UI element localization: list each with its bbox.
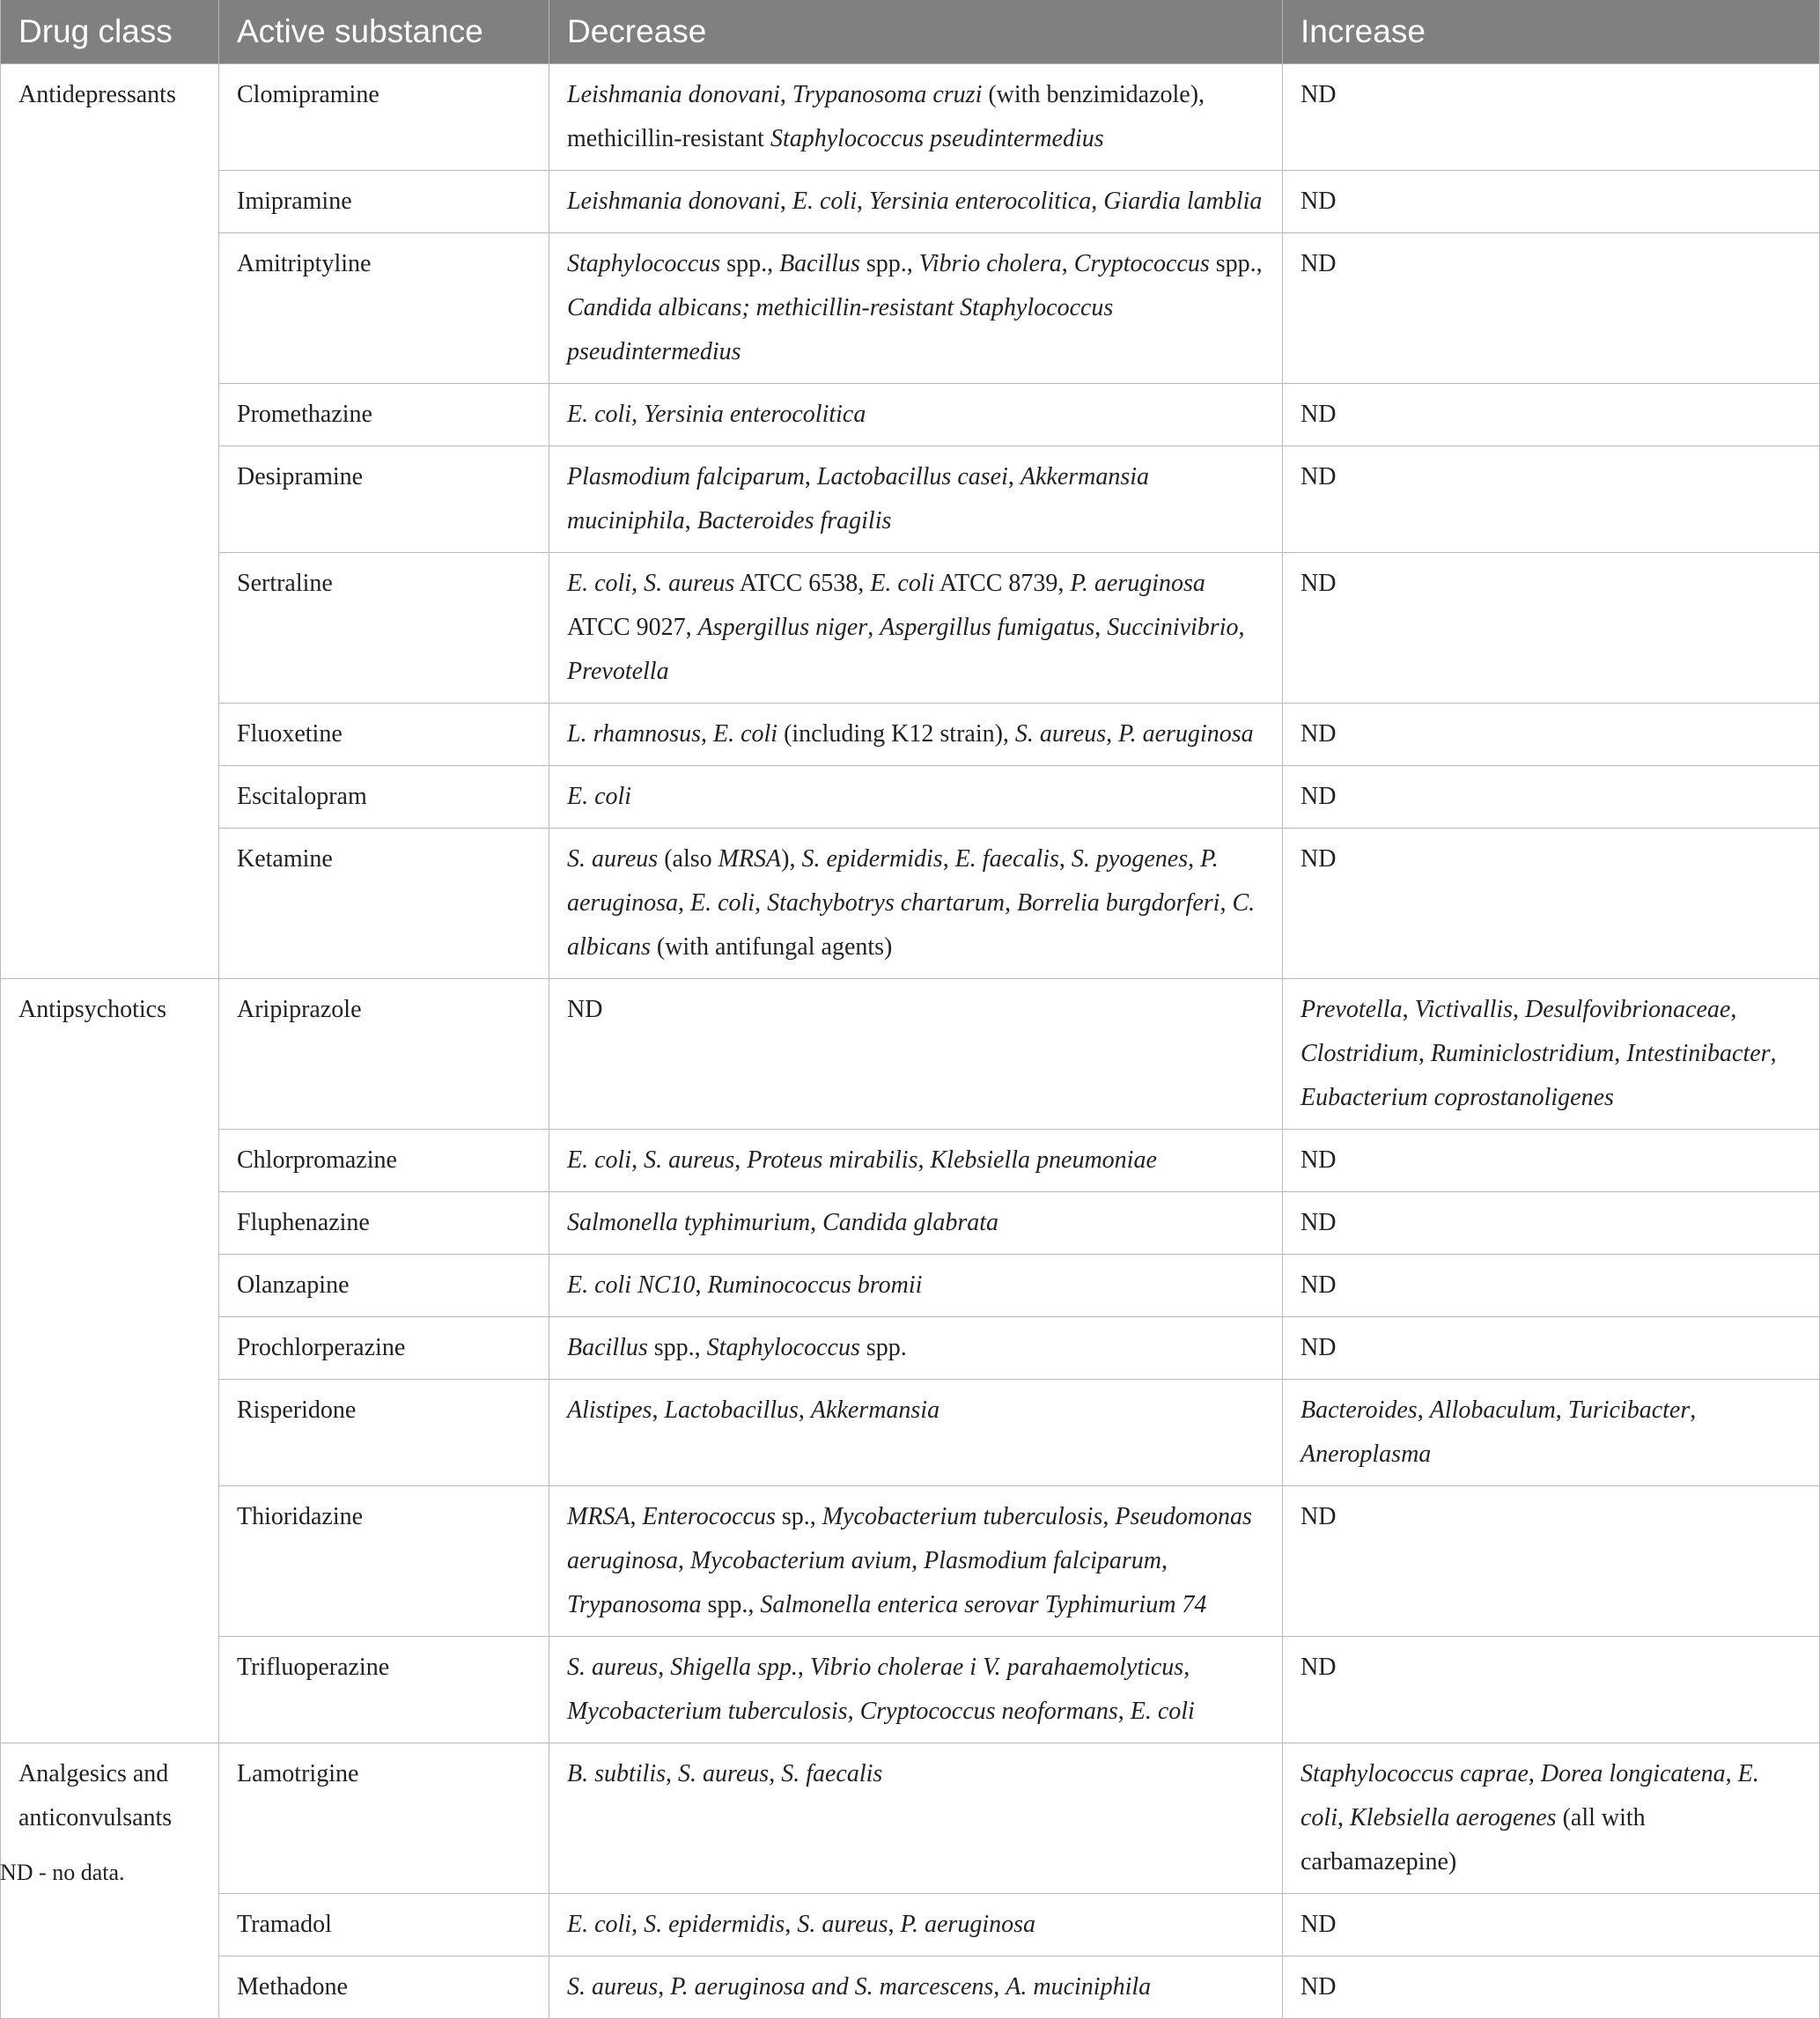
decrease-text-segment: E. coli (870, 570, 935, 597)
increase-cell (1283, 1894, 1820, 1956)
decrease-text-segment: spp., (647, 1334, 707, 1361)
table-header-row (1, 0, 1820, 64)
decrease-text-segment: Succinivibrio (1107, 614, 1239, 641)
drug-class-cell: Antipsychotics (1, 979, 219, 1743)
active-substance-cell: Fluphenazine (219, 1192, 549, 1255)
decrease-text-segment: , (785, 1911, 798, 1938)
decrease-cell (549, 1192, 1283, 1255)
table-row (1, 1317, 1820, 1380)
decrease-text-segment: , (1058, 845, 1072, 873)
active-substance-cell: Prochlorperazine (219, 1317, 549, 1380)
table-row (1, 1486, 1820, 1637)
decrease-text-segment: Mycobacterium tuberculosis (822, 1503, 1103, 1530)
decrease-text-segment: (with benzimidazole), methicillin-resistant (567, 81, 1205, 152)
decrease-text-segment: S. aureus (567, 1973, 659, 2001)
active-substance-cell: Thioridazine (219, 1486, 549, 1637)
increase-text-segment: ND (1301, 1503, 1337, 1530)
decrease-text-segment: Pseudomonas aeruginosa (567, 1503, 1252, 1574)
decrease-text-segment: Trypanosoma cruzi (792, 81, 983, 108)
decrease-text-segment: ), (781, 845, 802, 873)
increase-text-segment: , (1402, 996, 1415, 1023)
decrease-text-segment: , (1117, 1698, 1131, 1725)
increase-cell (1283, 1743, 1820, 1894)
active-substance-cell: Tramadol (219, 1894, 549, 1956)
decrease-text-segment: P. aeruginosa (567, 845, 1219, 917)
increase-text-segment: Desulfovibrionaceae (1525, 996, 1731, 1023)
increase-text-segment: ND (1301, 1209, 1337, 1236)
decrease-text-segment: (with antifungal agents) (650, 933, 893, 961)
increase-text-segment: Eubacterium coprostanoligenes (1301, 1084, 1614, 1111)
decrease-text-segment: Lactobacillus (664, 1396, 799, 1424)
decrease-text-segment: spp. (859, 1334, 907, 1361)
decrease-text-segment: Plasmodium falciparum (924, 1547, 1162, 1574)
increase-cell (1283, 829, 1820, 979)
increase-text-segment: ND (1301, 250, 1337, 277)
decrease-text-segment: , (867, 614, 881, 641)
increase-text-segment: Victivallis (1414, 996, 1514, 1023)
increase-text-segment: ND (1301, 1911, 1337, 1938)
decrease-text-segment: , (779, 188, 792, 215)
decrease-text-segment: S. faecalis (781, 1760, 883, 1787)
decrease-text-segment: E. coli (567, 1911, 632, 1938)
increase-text-segment: , (1770, 1040, 1777, 1067)
decrease-cell (549, 829, 1283, 979)
decrease-text-segment: , (652, 1396, 665, 1424)
decrease-text-segment: Aspergillus fumigatus (880, 614, 1095, 641)
decrease-cell (549, 1317, 1283, 1380)
decrease-text-segment: A. muciniphila (1006, 1973, 1152, 2001)
increase-text-segment: , (1513, 996, 1526, 1023)
active-substance-cell: Ketamine (219, 829, 549, 979)
increase-cell (1283, 384, 1820, 446)
decrease-text-segment: C. albicans (567, 889, 1256, 961)
decrease-text-segment: S. aureus (797, 1911, 888, 1938)
active-substance-cell: Olanzapine (219, 1255, 549, 1317)
decrease-text-segment: Shigella spp. (670, 1654, 798, 1681)
decrease-text-segment: Trypanosoma (567, 1591, 702, 1618)
decrease-text-segment: , (1219, 889, 1233, 917)
increase-text-segment: Dorea longicatena (1540, 1760, 1726, 1787)
decrease-text-segment: , (1102, 1503, 1116, 1530)
active-substance-cell: Risperidone (219, 1380, 549, 1486)
increase-cell (1283, 233, 1820, 384)
decrease-text-segment: spp., (720, 250, 780, 277)
increase-text-segment: ND (1301, 1146, 1337, 1174)
table-row (1, 446, 1820, 553)
decrease-text-segment: spp., (859, 250, 919, 277)
active-substance-cell: Lamotrigine (219, 1743, 549, 1894)
decrease-text-segment: Yersinia enterocolitica (644, 401, 866, 428)
increase-text-segment: Staphylococcus caprae (1301, 1760, 1529, 1787)
decrease-text-segment: P. aeruginosa (1070, 570, 1205, 597)
decrease-text-segment: , (798, 1396, 811, 1424)
decrease-text-segment: Salmonella typhimurium (567, 1209, 811, 1236)
decrease-text-segment: sp., (775, 1503, 822, 1530)
decrease-text-segment: Staphylococcus (706, 1334, 860, 1361)
increase-text-segment: , (1614, 1040, 1627, 1067)
decrease-text-segment: Lactobacillus casei (816, 463, 1008, 490)
decrease-text-segment: Cryptococcus neoformans (859, 1698, 1118, 1725)
table-row (1, 829, 1820, 979)
decrease-text-segment: , (810, 1209, 823, 1236)
table-row (1, 233, 1820, 384)
decrease-text-segment: MRSA (567, 1503, 630, 1530)
decrease-text-segment: , (1183, 1654, 1190, 1681)
increase-text-segment: ND (1301, 845, 1337, 873)
decrease-text-segment: Akkermansia muciniphila (567, 463, 1150, 534)
decrease-cell (549, 1380, 1283, 1486)
decrease-text-segment: , (678, 1547, 690, 1574)
increase-text-segment: , (1690, 1396, 1697, 1424)
decrease-text-segment: E. coli NC10 (567, 1271, 696, 1299)
drug-class-cell: Analgesics and anticonvulsants (1, 1743, 219, 2019)
decrease-text-segment: , (734, 1146, 748, 1174)
decrease-cell (549, 1637, 1283, 1743)
active-substance-cell: Escitalopram (219, 766, 549, 829)
increase-cell (1283, 1317, 1820, 1380)
increase-cell (1283, 64, 1820, 171)
decrease-text-segment: , (1094, 614, 1108, 641)
decrease-text-segment: , (1091, 188, 1104, 215)
table-row (1, 704, 1820, 766)
decrease-text-segment: , (797, 1654, 810, 1681)
increase-text-segment: , (1528, 1760, 1541, 1787)
decrease-text-segment: Staphylococcus (567, 250, 721, 277)
decrease-text-segment: Alistipes (567, 1396, 652, 1424)
decrease-text-segment: Vibrio cholera (918, 250, 1062, 277)
decrease-text-segment: , (888, 1911, 901, 1938)
decrease-text-segment: Enterococcus (642, 1503, 776, 1530)
increase-cell (1283, 1255, 1820, 1317)
increase-cell (1283, 553, 1820, 704)
decrease-text-segment: , (847, 1698, 860, 1725)
decrease-text-segment: , (630, 1503, 643, 1530)
decrease-cell (549, 1956, 1283, 2019)
decrease-text-segment: spp., (701, 1591, 761, 1618)
drug-class-cell: Antidepressants (1, 64, 219, 979)
decrease-text-segment: Vibrio cholerae i V. parahaemolyticus (809, 1654, 1184, 1681)
increase-cell (1283, 704, 1820, 766)
increase-text-segment: , (1418, 1040, 1431, 1067)
table-body (1, 64, 1820, 2019)
decrease-text-segment: , (917, 1146, 931, 1174)
decrease-text-segment: , (942, 845, 955, 873)
decrease-text-segment: , (631, 1146, 645, 1174)
decrease-text-segment: E. coli (792, 188, 857, 215)
increase-text-segment: Turicibacter (1567, 1396, 1691, 1424)
decrease-text-segment: Candida glabrata (822, 1209, 999, 1236)
decrease-text-segment: , (684, 507, 697, 534)
decrease-text-segment: , (804, 463, 817, 490)
increase-text-segment: ND (1301, 783, 1337, 810)
decrease-text-segment: S. aureus (644, 1146, 735, 1174)
decrease-text-segment: S. aureus (644, 570, 735, 597)
decrease-cell (549, 553, 1283, 704)
decrease-text-segment: Leishmania donovani (567, 188, 780, 215)
header-decrease: Decrease (549, 0, 1283, 64)
decrease-text-segment: ATCC 9027, (567, 614, 698, 641)
header-active-substance: Active substance (219, 0, 549, 64)
increase-text-segment: , (1417, 1396, 1430, 1424)
decrease-text-segment: Proteus mirabilis (747, 1146, 918, 1174)
decrease-text-segment: , (911, 1547, 925, 1574)
increase-text-segment: Intestinibacter (1626, 1040, 1771, 1067)
decrease-text-segment: , (631, 401, 645, 428)
decrease-cell (549, 1255, 1283, 1317)
increase-text-segment: E. coli (1301, 1760, 1759, 1831)
decrease-text-segment: ATCC 6538, (734, 570, 871, 597)
decrease-cell (549, 1743, 1283, 1894)
table-row (1, 1192, 1820, 1255)
increase-text-segment: , (1337, 1804, 1350, 1831)
decrease-text-segment: , (769, 1760, 782, 1787)
increase-text-segment: Aneroplasma (1301, 1441, 1432, 1468)
table-row (1, 64, 1820, 171)
active-substance-cell: Trifluoperazine (219, 1637, 549, 1743)
decrease-text-segment: (including K12 strain), (777, 720, 1015, 748)
decrease-text-segment: , (666, 1760, 679, 1787)
increase-text-segment: ND (1301, 1973, 1337, 2001)
active-substance-cell: Desipramine (219, 446, 549, 553)
table-row (1, 1956, 1820, 2019)
increase-text-segment: ND (1301, 720, 1337, 748)
decrease-text-segment: , (695, 1271, 708, 1299)
decrease-text-segment: E. coli (567, 570, 632, 597)
increase-text-segment: Bacteroides (1301, 1396, 1418, 1424)
increase-cell (1283, 1956, 1820, 2019)
increase-cell (1283, 1130, 1820, 1192)
decrease-text-segment: Giardia lamblia (1103, 188, 1263, 215)
increase-text-segment: ND (1301, 570, 1337, 597)
increase-text-segment: , (1725, 1760, 1738, 1787)
decrease-text-segment: , (993, 1973, 1006, 2001)
table-row (1, 384, 1820, 446)
increase-cell (1283, 979, 1820, 1130)
increase-text-segment: Clostridium (1301, 1040, 1418, 1067)
decrease-text-segment: Staphylococcus pseudintermedius (770, 125, 1104, 152)
decrease-text-segment: Akkermansia (810, 1396, 940, 1424)
decrease-text-segment: , (631, 1911, 645, 1938)
increase-cell (1283, 1486, 1820, 1637)
decrease-text-segment: , (1238, 614, 1245, 641)
decrease-text-segment: , (658, 1654, 671, 1681)
decrease-cell (549, 171, 1283, 233)
table-row (1, 766, 1820, 829)
decrease-cell (549, 1894, 1283, 1956)
decrease-cell (549, 704, 1283, 766)
increase-text-segment: , (1555, 1396, 1568, 1424)
decrease-cell (549, 766, 1283, 829)
increase-text-segment: Ruminiclostridium (1430, 1040, 1615, 1067)
decrease-text-segment: S. epidermidis (644, 1911, 785, 1938)
decrease-text-segment: P. aeruginosa (900, 1911, 1035, 1938)
decrease-text-segment: Plasmodium falciparum (567, 463, 805, 490)
decrease-text-segment: E. coli (1130, 1698, 1195, 1725)
decrease-text-segment: Cryptococcus (1073, 250, 1210, 277)
active-substance-cell: Fluoxetine (219, 704, 549, 766)
decrease-text-segment: MRSA (718, 845, 782, 873)
decrease-text-segment: S. epidermidis (801, 845, 943, 873)
active-substance-cell: Clomipramine (219, 64, 549, 171)
decrease-cell (549, 233, 1283, 384)
increase-text-segment: ND (1301, 463, 1337, 490)
decrease-text-segment: Borrelia burgdorferi (1016, 889, 1220, 917)
table-row (1, 979, 1820, 1130)
active-substance-cell: Promethazine (219, 384, 549, 446)
decrease-cell (549, 1130, 1283, 1192)
table-row (1, 1637, 1820, 1743)
table-row (1, 171, 1820, 233)
increase-text-segment: , (1730, 996, 1737, 1023)
decrease-text-segment: E. coli (712, 720, 778, 748)
decrease-text-segment: Leishmania donovani (567, 81, 780, 108)
decrease-text-segment: , (1161, 1547, 1168, 1574)
active-substance-cell: Sertraline (219, 553, 549, 704)
decrease-text-segment: S. aureus (678, 1760, 770, 1787)
decrease-text-segment: P. aeruginosa and S. marcescens (670, 1973, 994, 2001)
increase-text-segment: ND (1301, 1654, 1337, 1681)
decrease-text-segment: , (1061, 250, 1074, 277)
decrease-text-segment: Salmonella enterica serovar Typhimurium 74 (760, 1591, 1207, 1618)
increase-text-segment: ND (1301, 1334, 1337, 1361)
decrease-text-segment: , (1007, 463, 1021, 490)
decrease-text-segment: , (700, 720, 713, 748)
decrease-text-segment: S. aureus (1014, 720, 1107, 748)
decrease-text-segment: P. aeruginosa (1118, 720, 1254, 748)
increase-text-segment: Klebsiella aerogenes (1350, 1804, 1557, 1831)
decrease-text-segment: , (678, 889, 690, 917)
increase-text-segment: ND (1301, 188, 1337, 215)
decrease-text-segment: S. pyogenes (1071, 845, 1189, 873)
active-substance-cell: Chlorpromazine (219, 1130, 549, 1192)
increase-text-segment: ND (1301, 401, 1337, 428)
table-row (1, 1255, 1820, 1317)
table-row (1, 1743, 1820, 1894)
decrease-text-segment: E. coli (567, 401, 632, 428)
decrease-text-segment: Ruminococcus bromii (707, 1271, 923, 1299)
decrease-text-segment: Bacillus (779, 250, 860, 277)
decrease-text-segment: ATCC 8739, (934, 570, 1071, 597)
header-drug-class: Drug class (1, 0, 219, 64)
increase-text-segment: Allobaculum (1429, 1396, 1556, 1424)
decrease-cell (549, 446, 1283, 553)
decrease-text-segment: E. faecalis (954, 845, 1059, 873)
decrease-text-segment: , (1004, 889, 1017, 917)
table-row (1, 1380, 1820, 1486)
increase-text-segment: ND (1301, 81, 1337, 108)
decrease-text-segment: Mycobacterium tuberculosis (567, 1698, 848, 1725)
decrease-text-segment: ND (567, 996, 603, 1023)
increase-cell (1283, 1637, 1820, 1743)
increase-cell (1283, 446, 1820, 553)
decrease-text-segment: E. coli (690, 889, 755, 917)
header-increase: Increase (1283, 0, 1820, 64)
decrease-text-segment: , (631, 570, 645, 597)
decrease-text-segment: Candida albicans; methicillin-resistant Staphylococcus pseudintermedius (567, 294, 1114, 365)
decrease-text-segment: E. coli (567, 1146, 632, 1174)
decrease-text-segment: L. rhamnosus (567, 720, 701, 748)
decrease-text-segment: , (658, 1973, 671, 2001)
decrease-cell (549, 64, 1283, 171)
decrease-text-segment: , (779, 81, 792, 108)
active-substance-cell: Imipramine (219, 171, 549, 233)
increase-text-segment: ND (1301, 1271, 1337, 1299)
decrease-text-segment: , (856, 188, 869, 215)
table-row (1, 553, 1820, 704)
table-row (1, 1130, 1820, 1192)
decrease-text-segment: Prevotella (567, 658, 669, 685)
table-footnote: ND - no data. (0, 1860, 125, 1885)
decrease-text-segment: , (755, 889, 768, 917)
decrease-text-segment: Bacteroides fragilis (696, 507, 892, 534)
increase-cell (1283, 1192, 1820, 1255)
table-row (1, 1894, 1820, 1956)
increase-text-segment: Prevotella (1301, 996, 1403, 1023)
decrease-text-segment: Stachybotrys chartarum (767, 889, 1005, 917)
decrease-text-segment: S. aureus (567, 845, 659, 873)
active-substance-cell: Amitriptyline (219, 233, 549, 384)
decrease-text-segment: Aspergillus niger (697, 614, 868, 641)
decrease-cell (549, 979, 1283, 1130)
decrease-text-segment: S. aureus (567, 1654, 659, 1681)
decrease-cell (549, 1486, 1283, 1637)
active-substance-cell: Methadone (219, 1956, 549, 2019)
increase-cell (1283, 171, 1820, 233)
decrease-text-segment: E. coli (567, 783, 632, 810)
decrease-text-segment: B. subtilis (567, 1760, 667, 1787)
decrease-text-segment: (also (658, 845, 718, 873)
decrease-text-segment: Yersinia enterocolitica (868, 188, 1092, 215)
increase-cell (1283, 766, 1820, 829)
increase-cell (1283, 1380, 1820, 1486)
decrease-text-segment: Bacillus (567, 1334, 648, 1361)
active-substance-cell: Aripiprazole (219, 979, 549, 1130)
decrease-text-segment: spp., (1209, 250, 1263, 277)
decrease-text-segment: Mycobacterium avium (690, 1547, 912, 1574)
decrease-cell (549, 384, 1283, 446)
increase-text-segment: (all with carbamazepine) (1301, 1804, 1646, 1875)
decrease-text-segment: , (1106, 720, 1119, 748)
decrease-text-segment: Klebsiella pneumoniae (930, 1146, 1157, 1174)
decrease-text-segment: , (1188, 845, 1201, 873)
